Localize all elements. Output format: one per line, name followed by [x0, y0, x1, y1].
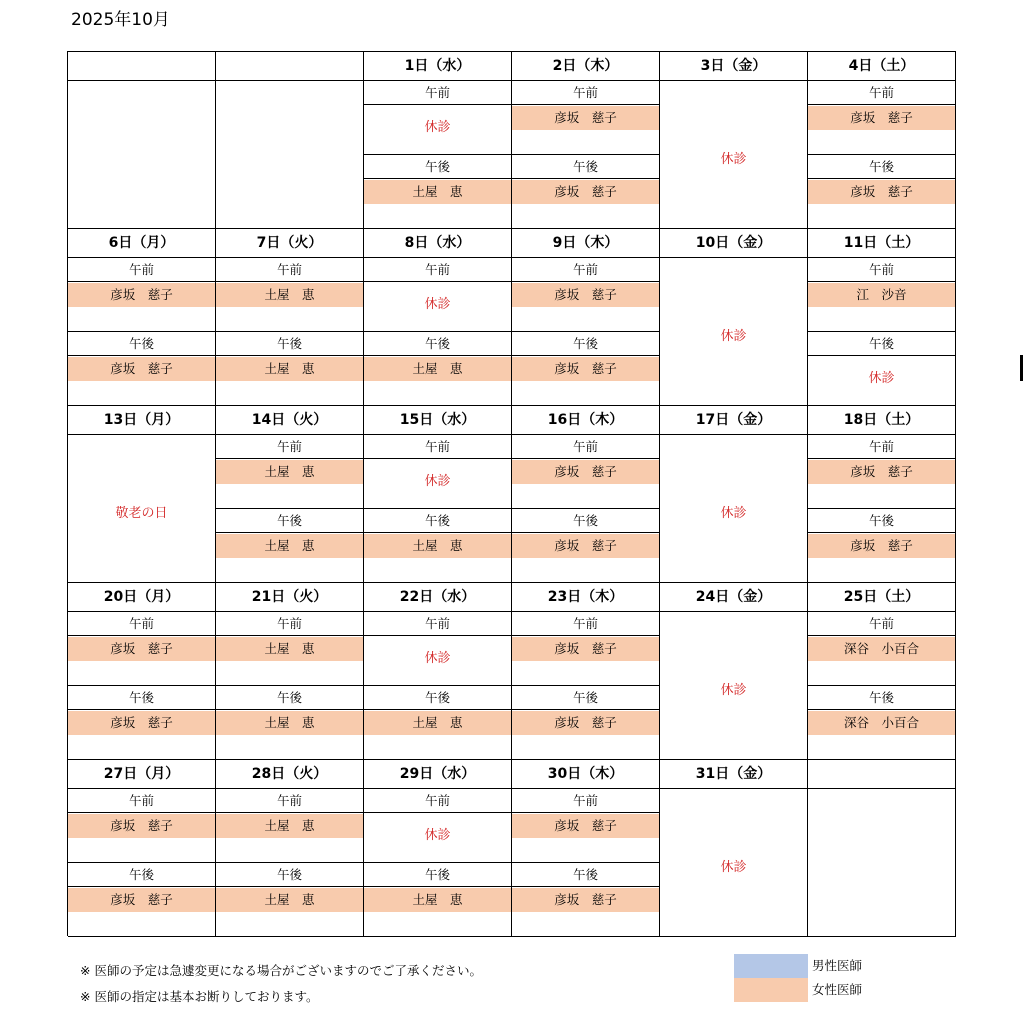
- afternoon-label: 午後: [68, 332, 215, 356]
- doctor-name: 彦坂 慈子: [512, 460, 659, 484]
- afternoon-label: 午後: [512, 686, 659, 710]
- afternoon-label: 午後: [68, 686, 215, 710]
- morning-label: 午前: [68, 258, 215, 282]
- closed-day-label: 休診: [720, 683, 747, 698]
- doctor-name: 土屋 恵: [216, 357, 363, 381]
- afternoon-label: 午後: [364, 509, 511, 533]
- day-header: 21日（火）: [216, 583, 364, 612]
- day-header: 6日（月）: [68, 229, 216, 258]
- afternoon-label: 午後: [364, 155, 511, 179]
- doctor-name: 土屋 恵: [216, 814, 363, 838]
- doctor-name: 彦坂 慈子: [512, 357, 659, 381]
- day-cell: [216, 81, 364, 229]
- morning-label: 午前: [68, 789, 215, 813]
- day-header: 2日（木）: [512, 52, 660, 81]
- doctor-name: 彦坂 慈子: [808, 180, 955, 204]
- morning-label: 午前: [512, 612, 659, 636]
- day-header: 16日（木）: [512, 406, 660, 435]
- day-cell: [68, 435, 216, 583]
- day-cell: [68, 258, 216, 406]
- legend-male-swatch: [734, 954, 808, 978]
- day-cell: [68, 81, 216, 229]
- afternoon-label: 午後: [512, 332, 659, 356]
- day-header: 24日（金）: [660, 583, 808, 612]
- day-header: 27日（月）: [68, 760, 216, 789]
- doctor-name: 彦坂 慈子: [68, 711, 215, 735]
- doctor-name: 彦坂 慈子: [512, 711, 659, 735]
- day-cell: [512, 435, 660, 583]
- doctor-name: 彦坂 慈子: [68, 357, 215, 381]
- day-header: 3日（金）: [660, 52, 808, 81]
- day-header: 17日（金）: [660, 406, 808, 435]
- day-header: 20日（月）: [68, 583, 216, 612]
- closed-day-label: 敬老の日: [115, 506, 168, 521]
- doctor-name: 土屋 恵: [364, 711, 511, 735]
- afternoon-label: 午後: [216, 863, 363, 887]
- day-cell: [660, 789, 808, 937]
- day-header: 25日（土）: [808, 583, 956, 612]
- doctor-name: 彦坂 慈子: [68, 637, 215, 661]
- morning-label: 午前: [216, 258, 363, 282]
- morning-label: 午前: [364, 81, 511, 105]
- morning-label: 午前: [808, 612, 955, 636]
- day-cell: [364, 258, 512, 406]
- morning-label: 午前: [808, 435, 955, 459]
- doctor-name: 彦坂 慈子: [68, 888, 215, 912]
- morning-label: 午前: [216, 612, 363, 636]
- afternoon-label: 午後: [808, 155, 955, 179]
- morning-label: 午前: [512, 789, 659, 813]
- doctor-name: 土屋 恵: [364, 534, 511, 558]
- note-line: ※ 医師の予定は急遽変更になる場合がございますのでご了承ください。: [80, 963, 482, 978]
- doctor-name: 江 沙音: [808, 283, 955, 307]
- morning-label: 午前: [364, 612, 511, 636]
- morning-label: 午前: [364, 789, 511, 813]
- morning-label: 午前: [68, 612, 215, 636]
- doctor-name: 土屋 恵: [364, 180, 511, 204]
- closed-slot-label: 休診: [424, 828, 451, 843]
- day-cell: [808, 612, 956, 760]
- note-line: ※ 医師の指定は基本お断りしております。: [80, 989, 319, 1004]
- doctor-name: 彦坂 慈子: [512, 814, 659, 838]
- afternoon-label: 午後: [512, 155, 659, 179]
- doctor-name: 土屋 恵: [216, 637, 363, 661]
- day-header: 28日（火）: [216, 760, 364, 789]
- doctor-name: 土屋 恵: [364, 888, 511, 912]
- doctor-name: 土屋 恵: [216, 888, 363, 912]
- doctor-name: 彦坂 慈子: [68, 283, 215, 307]
- doctor-name: 彦坂 慈子: [808, 460, 955, 484]
- legend-female-label: 女性医師: [812, 982, 863, 997]
- day-cell: [808, 435, 956, 583]
- closed-slot-label: 休診: [424, 120, 451, 135]
- legend-female-swatch: [734, 978, 808, 1002]
- afternoon-label: 午後: [808, 686, 955, 710]
- afternoon-label: 午後: [512, 863, 659, 887]
- morning-label: 午前: [808, 258, 955, 282]
- day-header: 14日（火）: [216, 406, 364, 435]
- day-header: 18日（土）: [808, 406, 956, 435]
- day-cell: [512, 258, 660, 406]
- closed-day-label: 休診: [720, 506, 747, 521]
- closed-day-label: 休診: [720, 329, 747, 344]
- day-header: 13日（月）: [68, 406, 216, 435]
- day-header: 22日（水）: [364, 583, 512, 612]
- doctor-name: 彦坂 慈子: [512, 283, 659, 307]
- day-header: 29日（水）: [364, 760, 512, 789]
- doctor-name: 深谷 小百合: [808, 711, 955, 735]
- doctor-name: 土屋 恵: [216, 534, 363, 558]
- doctor-name: 彦坂 慈子: [512, 888, 659, 912]
- doctor-name: 土屋 恵: [216, 711, 363, 735]
- day-cell: [364, 435, 512, 583]
- doctor-name: 深谷 小百合: [808, 637, 955, 661]
- doctor-name: 土屋 恵: [216, 460, 363, 484]
- day-header: 4日（土）: [808, 52, 956, 81]
- doctor-name: 彦坂 慈子: [808, 534, 955, 558]
- afternoon-label: 午後: [512, 509, 659, 533]
- morning-label: 午前: [364, 435, 511, 459]
- day-cell: [364, 81, 512, 229]
- day-header: 9日（木）: [512, 229, 660, 258]
- afternoon-label: 午後: [808, 332, 955, 356]
- morning-label: 午前: [512, 81, 659, 105]
- notes: [80, 958, 482, 1010]
- day-header: 11日（土）: [808, 229, 956, 258]
- day-header: [808, 760, 956, 789]
- day-cell: [216, 789, 364, 937]
- legend-male-label: 男性医師: [812, 958, 863, 973]
- doctor-name: 彦坂 慈子: [512, 180, 659, 204]
- day-cell: [216, 612, 364, 760]
- scroll-edge-marker: [1020, 355, 1023, 381]
- doctor-name: 土屋 恵: [216, 283, 363, 307]
- doctor-name: 彦坂 慈子: [808, 106, 955, 130]
- day-cell: [808, 789, 956, 937]
- morning-label: 午前: [512, 435, 659, 459]
- day-cell: [364, 789, 512, 937]
- page-title: 2025年10月: [71, 10, 170, 30]
- doctor-name: 土屋 恵: [364, 357, 511, 381]
- day-header: 1日（水）: [364, 52, 512, 81]
- day-header: 30日（木）: [512, 760, 660, 789]
- day-cell: [512, 789, 660, 937]
- afternoon-label: 午後: [216, 332, 363, 356]
- closed-day-label: 休診: [720, 860, 747, 875]
- morning-label: 午前: [216, 435, 363, 459]
- closed-slot-label: 休診: [424, 651, 451, 666]
- day-header: 31日（金）: [660, 760, 808, 789]
- day-header: [216, 52, 364, 81]
- schedule-calendar: [67, 51, 956, 936]
- morning-label: 午前: [808, 81, 955, 105]
- day-cell: [216, 435, 364, 583]
- doctor-name: 彦坂 慈子: [512, 637, 659, 661]
- afternoon-label: 午後: [68, 863, 215, 887]
- morning-label: 午前: [512, 258, 659, 282]
- afternoon-label: 午後: [216, 509, 363, 533]
- closed-slot-label: 休診: [868, 371, 895, 386]
- closed-slot-label: 休診: [424, 474, 451, 489]
- day-cell: [660, 81, 808, 229]
- afternoon-label: 午後: [216, 686, 363, 710]
- afternoon-label: 午後: [364, 332, 511, 356]
- day-header: 10日（金）: [660, 229, 808, 258]
- afternoon-label: 午後: [364, 863, 511, 887]
- day-cell: [512, 81, 660, 229]
- afternoon-label: 午後: [808, 509, 955, 533]
- day-cell: [660, 612, 808, 760]
- doctor-name: 彦坂 慈子: [512, 534, 659, 558]
- day-cell: [808, 258, 956, 406]
- morning-label: 午前: [364, 258, 511, 282]
- day-header: 23日（木）: [512, 583, 660, 612]
- day-header: 15日（水）: [364, 406, 512, 435]
- day-cell: [364, 612, 512, 760]
- day-header: [68, 52, 216, 81]
- doctor-name: 彦坂 慈子: [68, 814, 215, 838]
- closed-day-label: 休診: [720, 152, 747, 167]
- day-cell: [68, 789, 216, 937]
- day-cell: [216, 258, 364, 406]
- day-cell: [68, 612, 216, 760]
- day-cell: [512, 612, 660, 760]
- morning-label: 午前: [216, 789, 363, 813]
- day-cell: [660, 435, 808, 583]
- closed-slot-label: 休診: [424, 297, 451, 312]
- afternoon-label: 午後: [364, 686, 511, 710]
- day-header: 8日（水）: [364, 229, 512, 258]
- day-cell: [660, 258, 808, 406]
- day-cell: [808, 81, 956, 229]
- doctor-name: 彦坂 慈子: [512, 106, 659, 130]
- day-header: 7日（火）: [216, 229, 364, 258]
